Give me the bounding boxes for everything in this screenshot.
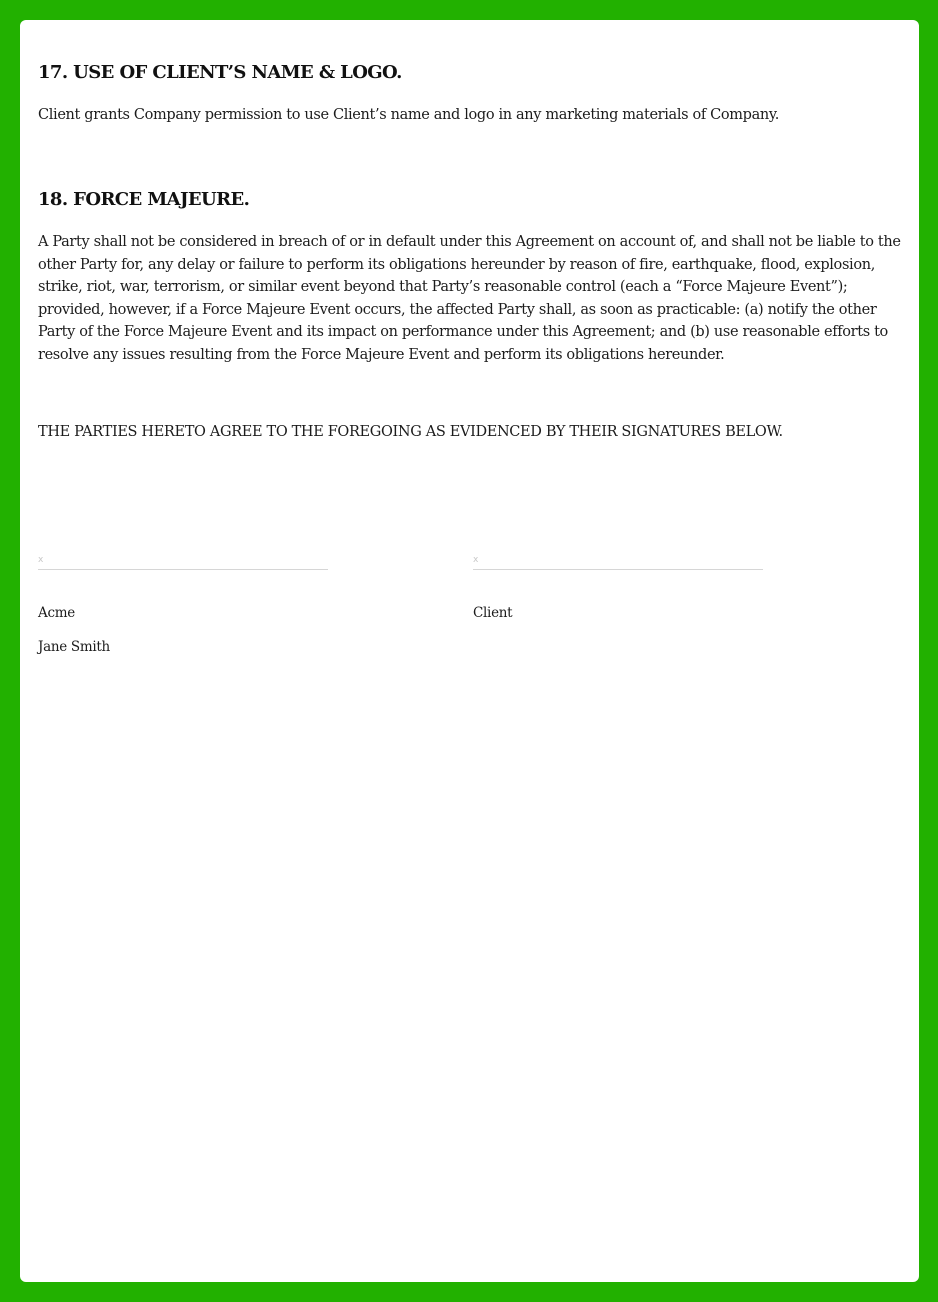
- left-signature-block: [38, 555, 328, 570]
- section-18-title: 18. FORCE MAJEURE.: [38, 189, 250, 210]
- right-signature-mark: x: [473, 555, 479, 565]
- left-signature-party: Acme: [38, 605, 75, 621]
- section-17-body: Client grants Company permission to use Client’s name and logo in any marketing materials of Company.: [38, 107, 780, 123]
- left-signature-field[interactable]: [38, 555, 328, 570]
- right-signature-field[interactable]: [473, 555, 763, 570]
- document-page: [20, 20, 919, 1282]
- right-signature-party: Client: [473, 605, 513, 621]
- left-signature-signer: Jane Smith: [38, 639, 110, 655]
- section-17-title: 17. USE OF CLIENT’S NAME & LOGO.: [38, 62, 402, 83]
- left-signature-mark: x: [38, 555, 44, 565]
- agreement-statement: THE PARTIES HERETO AGREE TO THE FOREGOING AS EVIDENCED BY THEIR SIGNATURES BELOW.: [38, 424, 783, 440]
- right-signature-block: [473, 555, 763, 570]
- section-18-body: A Party shall not be considered in breach of or in default under this Agreement on account of, and shall not be liable to the other Party for, any delay or failure to perform its obligations hereunder by reason of fire, earthquake, flood, explosion, strike, riot, war, terrorism, or similar event beyond that Party’s reasonable control (each a “Force Majeure Event”); provided, however, if a Force Majeure Event occurs, the affected Party shall, as soon as practicable: (a) notify the other Party of the Force Majeure Event and its impact on performance under this Agreement; and (b) use reasonable efforts to resolve any issues resulting from the Force Majeure Event and perform its obligations hereunder.: [38, 234, 901, 363]
